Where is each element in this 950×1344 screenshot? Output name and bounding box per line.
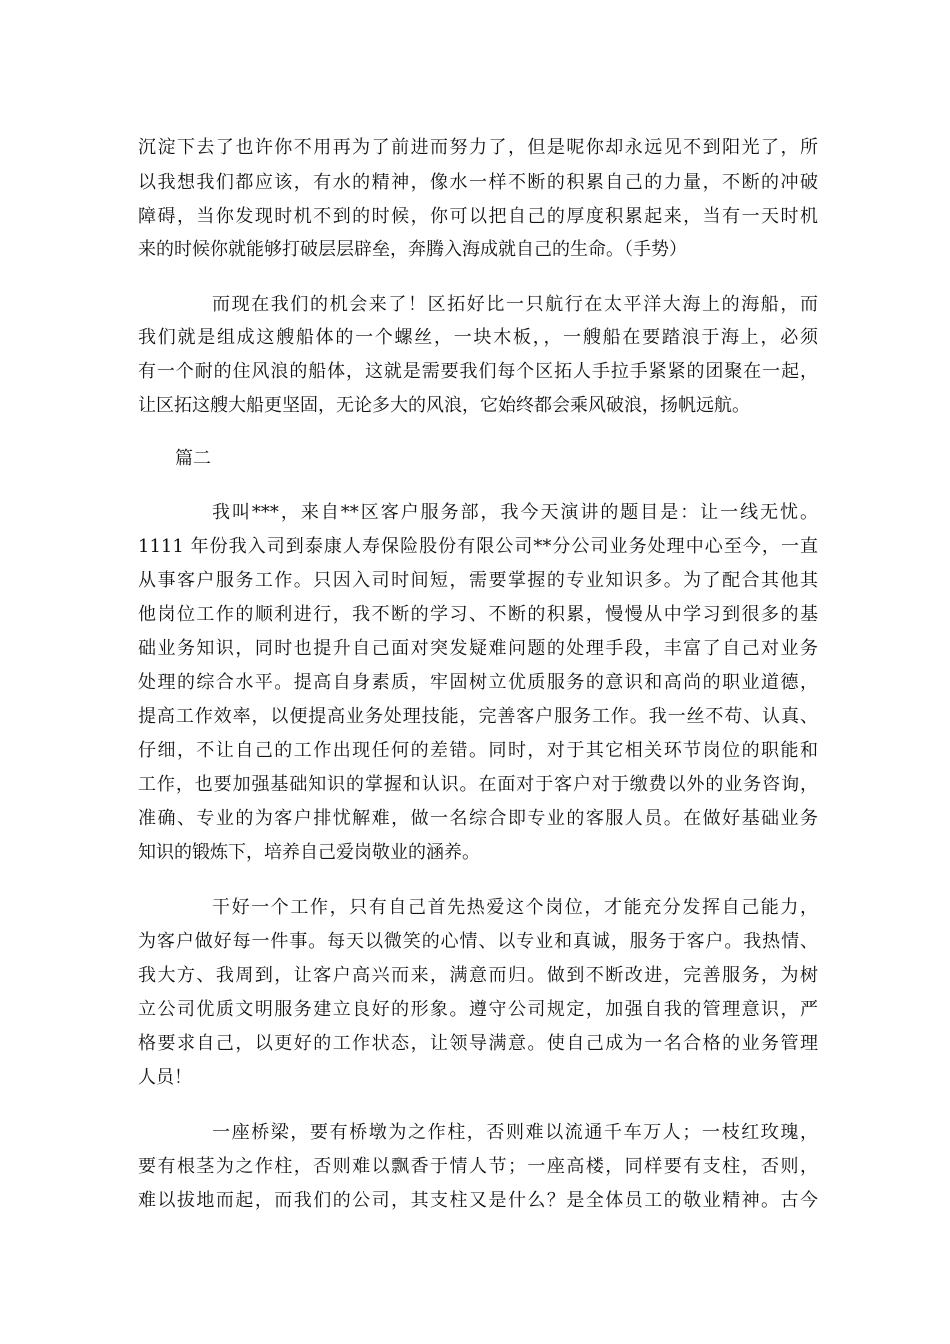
paragraph-2-line-4: 让区拓这艘大船更坚固，无论多大的风浪，它始终都会乘风破浪，扬帆远航。: [138, 395, 750, 416]
paragraph-3-line-10: 准确、专业的为客户排忧解难，做一名综合即专业的客服人员。在做好基础业务: [138, 808, 818, 829]
paragraph-3-line-4: 他岗位工作的顺利进行，我不断的学习、不断的积累，慢慢从中学习到很多的基: [138, 604, 818, 625]
paragraph-3-line-3: 从事客户服务工作。只因入司时间短，需要掌握的专业知识多。为了配合其他其: [138, 570, 818, 591]
paragraph-3-line-9: 工作，也要加强基础知识的掌握和认识。在面对于客户对于缴费以外的业务咨询，: [138, 774, 818, 795]
paragraph-5-line-1: 一座桥梁，要有桥墩为之作柱，否则难以流通千车万人；一枝红玫瑰，: [212, 1122, 818, 1143]
section-heading: 篇二: [175, 448, 211, 469]
paragraph-3-line-2: 1111 年份我入司到泰康人寿保险股份有限公司**分公司业务处理中心至今，一直: [138, 536, 818, 557]
paragraph-2-line-3: 有一个耐的住风浪的船体，这就是需要我们每个区拓人手拉手紧紧的团聚在一起，: [138, 361, 818, 382]
paragraph-1-line-4: 来的时候你就能够打破层层辟垒，奔腾入海成就自己的生命。（手势）: [138, 239, 687, 260]
paragraph-1-line-2: 以我想我们都应该，有水的精神，像水一样不断的积累自己的力量，不断的冲破: [138, 172, 818, 193]
paragraph-4-line-1: 干好一个工作，只有自己首先热爱这个岗位，才能充分发挥自己能力，: [212, 897, 818, 918]
paragraph-2-line-1: 而现在我们的机会来了！区拓好比一只航行在太平洋大海上的海船，而: [212, 294, 818, 315]
paragraph-4-line-3: 我大方、我周到，让客户高兴而来，满意而归。做到不断改进，完善服务，为树: [138, 965, 818, 986]
paragraph-4-line-4: 立公司优质文明服务建立良好的形象。遵守公司规定，加强自我的管理意识，严: [138, 999, 818, 1020]
paragraph-1-line-1: 沉淀下去了也许你不用再为了前进而努力了，但是呢你却永远见不到阳光了，所: [138, 137, 818, 158]
paragraph-5-line-3: 难以拔地而起，而我们的公司，其支柱又是什么？是全体员工的敬业精神。古今: [138, 1190, 818, 1211]
paragraph-2-line-2: 我们就是组成这艘船体的一个螺丝，一块木板，，一艘船在要踏浪于海上，必须: [138, 327, 818, 348]
paragraph-3-line-7: 提高工作效率，以便提高业务处理技能，完善客户服务工作。我一丝不苟、认真、: [138, 706, 818, 727]
paragraph-3-line-5: 础业务知识，同时也提升自己面对突发疑难问题的处理手段，丰富了自己对业务: [138, 638, 818, 659]
paragraph-4-line-6: 人员！: [138, 1067, 192, 1088]
paragraph-4-line-5: 格要求自己，以更好的工作状态，让领导满意。使自己成为一名合格的业务管理: [138, 1033, 818, 1054]
paragraph-3-line-6: 处理的综合水平。提高自身素质，牢固树立优质服务的意识和高尚的职业道德，: [138, 672, 818, 693]
paragraph-3-line-8: 仔细，不让自己的工作出现任何的差错。同时，对于其它相关环节岗位的职能和: [138, 740, 818, 761]
paragraph-3-line-11: 知识的锻炼下，培养自己爱岗敬业的涵养。: [138, 842, 480, 863]
paragraph-5-line-2: 要有根茎为之作柱，否则难以飘香于情人节；一座高楼，同样要有支柱，否则，: [138, 1156, 818, 1177]
paragraph-4-line-2: 为客户做好每一件事。每天以微笑的心情、以专业和真诚，服务于客户。我热情、: [138, 931, 818, 952]
paragraph-3-line-1: 我叫***，来自**区客户服务部，我今天演讲的题目是：让一线无忧。: [212, 502, 818, 523]
paragraph-1-line-3: 障碍，当你发现时机不到的时候，你可以把自己的厚度积累起来，当有一天时机: [138, 206, 818, 227]
